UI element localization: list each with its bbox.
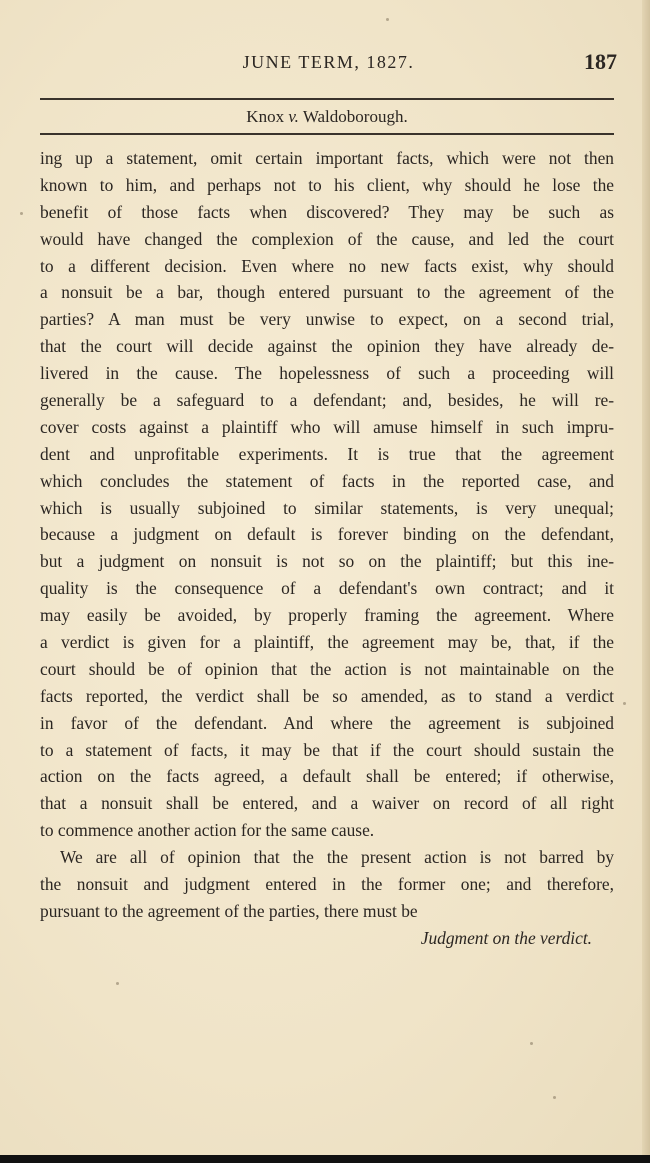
text-line: would have changed the complexion of the cause, and led the court: [40, 228, 614, 249]
text-line: parties? A man must be very unwise to expect, on a second trial,: [40, 309, 614, 330]
text-line: which is usually subjoined to similar statements, is very unequal;: [40, 497, 614, 518]
paper-speck: [116, 982, 119, 985]
judgment-line: Judgment on the verdict.: [420, 927, 592, 948]
text-line: livered in the cause. The hopelessness of such a proceeding will: [40, 363, 614, 384]
text-line: cover costs against a plaintiff who will amuse himself in such impru-: [40, 416, 614, 437]
text-line: to a statement of facts, it may be that if the court should sustain the: [40, 739, 614, 760]
running-head: JUNE TERM, 1827.: [242, 52, 415, 72]
scan-bottom-border: [0, 1155, 650, 1163]
text-line: a nonsuit be a bar, though entered pursuant to the agreement of the: [40, 282, 614, 303]
body-text: [40, 145, 614, 952]
text-line: dent and unprofitable experiments. It is true that the agreement: [40, 443, 614, 464]
text-line: known to him, and perhaps not to his client, why should he lose the: [40, 174, 614, 195]
closing-paragraph-line: We are all of opinion that the the present action is not barred by: [60, 847, 614, 868]
text-line: benefit of those facts when discovered? They may be such as: [40, 201, 614, 222]
page-header: [40, 50, 617, 82]
closing-paragraph-line: pursuant to the agreement of the parties, there must be: [40, 900, 418, 921]
text-line: which concludes the statement of facts in the reported case, and: [40, 470, 614, 491]
text-line: that the court will decide against the opinion they have already de-: [40, 336, 614, 357]
paper-speck: [530, 1042, 533, 1045]
paper-speck: [553, 1096, 556, 1099]
text-line: generally be a safeguard to a defendant; and, besides, he will re-: [40, 390, 614, 411]
text-line: in favor of the defendant. And where the agreement is subjoined: [40, 712, 614, 733]
header-rule-bottom: [40, 133, 614, 135]
text-line: may easily be avoided, by properly framing the agreement. Where: [40, 605, 614, 626]
text-line: a verdict is given for a plaintiff, the agreement may be, that, if the: [40, 632, 614, 653]
case-defendant: Waldoborough.: [302, 107, 408, 126]
text-line: action on the facts agreed, a default shall be entered; if otherwise,: [40, 766, 614, 787]
header-rule-top: [40, 98, 614, 100]
page-number: 187: [584, 49, 617, 74]
text-line: court should be of opinion that the action is not maintainable on the: [40, 658, 614, 679]
case-plaintiff: Knox: [246, 107, 285, 126]
case-versus: v.: [288, 107, 299, 126]
text-line: to a different decision. Even where no new facts exist, why should: [40, 255, 614, 276]
text-line: to commence another action for the same cause.: [40, 820, 375, 841]
text-line: that a nonsuit shall be entered, and a waiver on record of all right: [40, 793, 614, 814]
page-edge-shadow: [642, 0, 650, 1163]
text-line: quality is the consequence of a defendant's own contract; and it: [40, 578, 614, 599]
case-caption: [40, 106, 614, 128]
paper-speck: [20, 212, 23, 215]
text-line: because a judgment on default is forever binding on the defendant,: [40, 524, 614, 545]
text-line: ing up a statement, omit certain important facts, which were not then: [40, 148, 614, 168]
text-line: facts reported, the verdict shall be so amended, as to stand a verdict: [40, 685, 614, 706]
closing-paragraph-line: the nonsuit and judgment entered in the former one; and therefore,: [40, 874, 614, 895]
text-line: but a judgment on nonsuit is not so on the plaintiff; but this ine-: [40, 551, 614, 572]
paper-speck: [386, 18, 389, 21]
paper-speck: [623, 702, 626, 705]
